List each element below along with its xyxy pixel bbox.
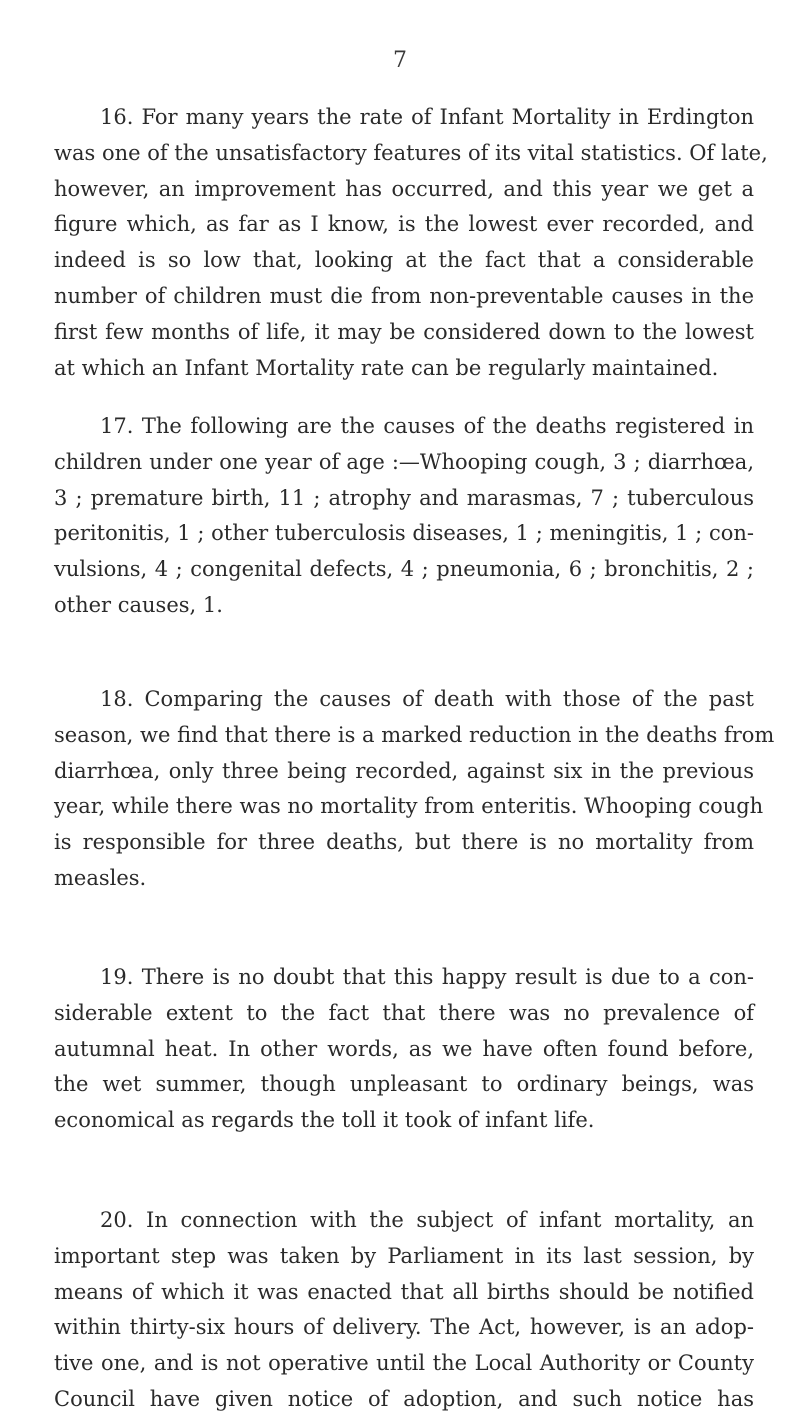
paragraph-line: 16. For many years the rate of Infant Mortality in Erdington — [100, 105, 754, 129]
paragraph-line: the wet summer, though unpleasant to ordinary beings, was — [54, 1072, 754, 1097]
paragraph-line: 17. The following are the causes of the deaths registered in — [100, 414, 754, 438]
paragraph-line: year, while there was no mortality from enteritis. Whooping cough — [54, 794, 764, 819]
paragraph-line: diarrhœa, only three being recorded, against six in the previous — [54, 758, 754, 783]
paragraph-line: figure which, as far as I know, is the lowest ever recorded, and — [54, 212, 754, 237]
paragraph-20 — [54, 1203, 754, 1418]
paragraph-16 — [54, 100, 768, 386]
paragraph-line: children under one year of age :—Whooping cough, 3 ; diarrhœa, — [54, 449, 754, 474]
paragraph-line: within thirty-six hours of delivery. The Act, however, is an adop- — [54, 1315, 754, 1340]
paragraph-line: season, we find that there is a marked reduction in the deaths from — [54, 722, 775, 747]
paragraph-line: is responsible for three deaths, but there is no mortality from — [54, 830, 754, 855]
paragraph-line: autumnal heat. In other words, as we have often found before, — [54, 1036, 754, 1061]
paragraph-line: first few months of life, it may be considered down to the lowest — [54, 319, 754, 344]
paragraph-line: at which an Infant Mortality rate can be regularly maintained. — [54, 355, 719, 380]
paragraph-line: measles. — [54, 865, 147, 890]
page-number: 7 — [393, 48, 407, 73]
paragraph-line: vulsions, 4 ; congenital defects, 4 ; pneumonia, 6 ; bronchitis, 2 ; — [54, 557, 754, 582]
paragraph-line: number of children must die from non-preventable causes in the — [54, 283, 754, 308]
paragraph-19 — [54, 960, 754, 1139]
paragraph-line: was one of the unsatisfactory features of its vital statistics. Of late, — [54, 140, 768, 165]
paragraph-line: peritonitis, 1 ; other tuberculosis diseases, 1 ; meningitis, 1 ; con- — [54, 521, 754, 546]
paragraph-line: 18. Comparing the causes of death with those of the past — [100, 687, 754, 711]
paragraph-line: 20. In connection with the subject of infant mortality, an — [100, 1208, 754, 1232]
paragraph-line: 3 ; premature birth, 11 ; atrophy and marasmas, 7 ; tuberculous — [54, 485, 754, 510]
paragraph-line: indeed is so low that, looking at the fact that a considerable — [54, 248, 754, 273]
paragraph-line: 19. There is no doubt that this happy result is due to a con- — [100, 965, 754, 989]
paragraph-18 — [54, 682, 775, 897]
paragraph-line: siderable extent to the fact that there was no prevalence of — [54, 1000, 754, 1025]
paragraph-line: however, an improvement has occurred, and this year we get a — [54, 176, 754, 201]
paragraph-line: important step was taken by Parliament in its last session, by — [54, 1243, 754, 1268]
paragraph-line: economical as regards the toll it took of infant life. — [54, 1108, 595, 1133]
paragraph-line: tive one, and is not operative until the Local Authority or County — [54, 1351, 754, 1376]
paragraph-line: other causes, 1. — [54, 592, 223, 617]
paragraph-17 — [54, 409, 754, 624]
paragraph-line: Council have given notice of adoption, and such notice has — [54, 1386, 754, 1411]
paragraph-line: means of which it was enacted that all births should be notified — [54, 1279, 754, 1304]
